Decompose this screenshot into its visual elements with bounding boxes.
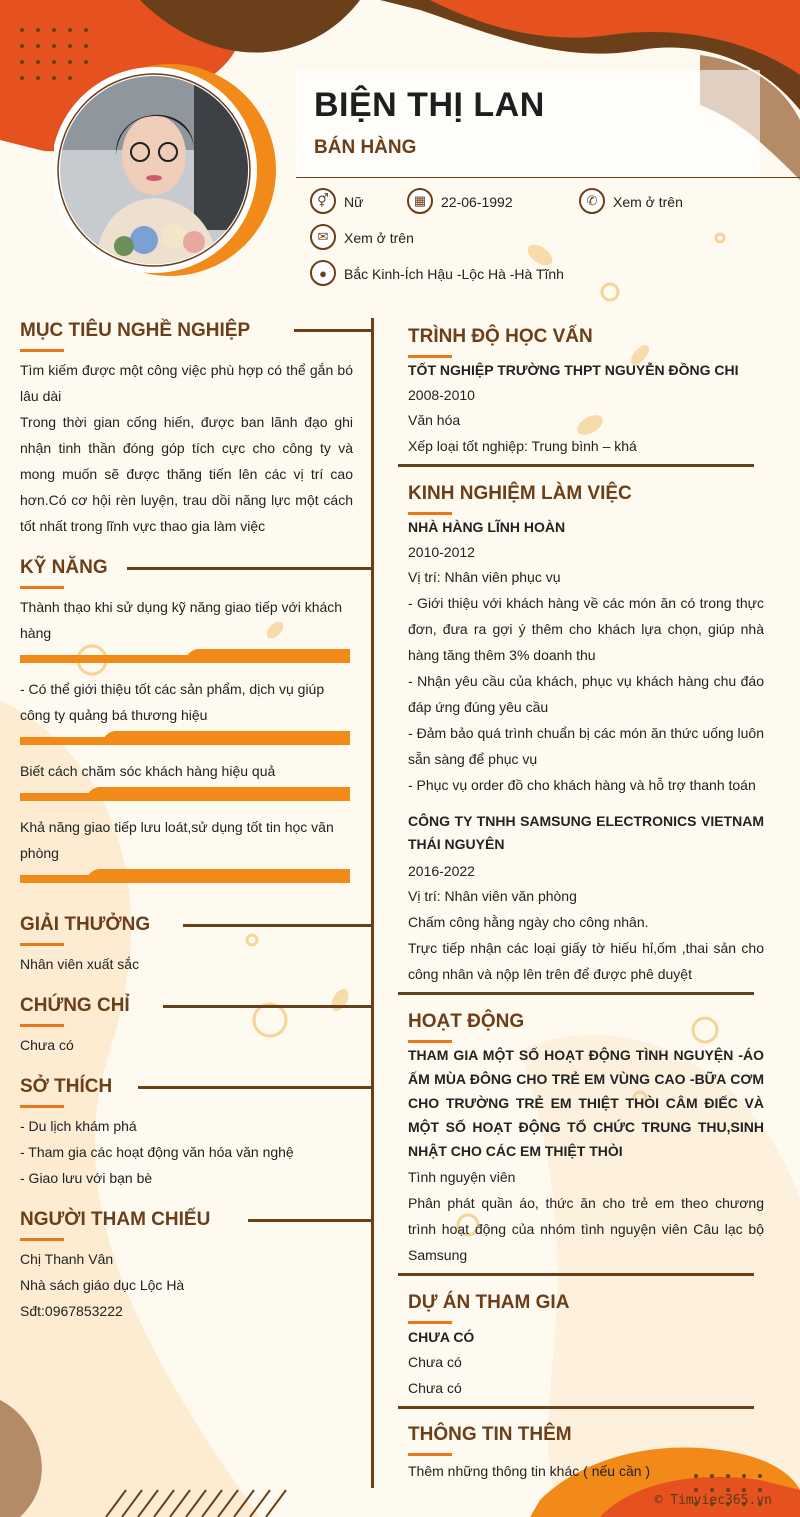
email-value: Xem ở trên [344,230,414,246]
objective-underline [20,349,64,352]
education-grade: Xếp loại tốt nghiệp: Trung bình – khá [408,438,637,454]
activity-detail: Phân phát quần áo, thức ăn cho trẻ em theo chương trình hoạt động của nhóm tình nguyện viên Câu lạc bộ Samsung [408,1195,764,1263]
phone-value: Xem ở trên [613,194,683,210]
email-icon: ✉ [310,224,336,250]
objective-rule [294,329,372,332]
job-period: 2016-2022 [408,863,475,879]
more-info-text: Thêm những thông tin khác ( nếu cần ) [408,1463,651,1479]
skills-title: KỸ NĂNG [20,557,108,578]
activity-role: Tình nguyện viên [408,1169,516,1185]
activity-name: THAM GIA MỘT SỐ HOẠT ĐỘNG TÌNH NGUYỆN -ÁO ẤM MÙA ĐÔNG CHO TRẺ EM VÙNG CAO -BỮA CƠM CHO TRƯỜNG TRẺ EM THIỆT THÒI CÂM ĐIẾC VÀ MỘT SỐ HOẠT ĐỘNG TỔ CHỨC TRUNG THU,SINH NHẬT CHO CÁC EM THIỆT THÒI [408,1047,764,1159]
watermark-footer: © Timviec365.vn [654,1493,772,1508]
address-value: Bắc Kinh-Ích Hậu -Lộc Hà -Hà Tĩnh [344,266,564,282]
hobbies-underline [20,1105,64,1108]
awards-line: Nhân viên xuất sắc [20,956,140,972]
projects-bottom-rule [398,1406,754,1409]
hobby-item: - Giao lưu với bạn bè [20,1170,153,1186]
skill-name: Khả năng giao tiếp lưu loát,sử dụng tốt tin học văn phòng [20,819,334,861]
experience-bottom-rule [398,992,754,995]
job-detail: Trực tiếp nhận các loại giấy tờ hiếu hỉ,ốm ,thai sản cho công nhân và nộp lên trên để được phê duyệt [408,940,764,982]
skill-name: Biết cách chăm sóc khách hàng hiệu quả [20,763,276,779]
experience-title: KINH NGHIỆM LÀM VIỆC [408,483,632,504]
hobby-item: - Du lịch khám phá [20,1118,137,1134]
certificates-line: Chưa có [20,1037,74,1053]
reference-line: Chị Thanh Vân [20,1251,114,1267]
activities-title: HOẠT ĐỘNG [408,1011,525,1032]
skills-rule [127,567,372,570]
skill-name: Thành thạo khi sử dụng kỹ năng giao tiếp với khách hàng [20,599,343,641]
certificates-underline [20,1024,64,1027]
certificates-rule [163,1005,372,1008]
birthday-value: 22-06-1992 [441,194,513,210]
job-detail: - Đảm bảo quá trình chuẩn bị các món ăn thức uống luôn sẵn sàng để phục vụ [408,725,764,767]
skill-name: - Có thể giới thiệu tốt các sản phẩm, dịch vụ giúp công ty quảng bá thương hiệu [20,681,325,723]
objective-title: MỤC TIÊU NGHỀ NGHIỆP [20,320,251,341]
header-divider [296,177,800,178]
more-info-underline [408,1453,452,1456]
education-period: 2008-2010 [408,387,475,403]
job-role: Vị trí: Nhân viên phục vụ [408,569,561,585]
phone-icon: ✆ [579,188,605,214]
reference-line: Nhà sách giáo dục Lộc Hà [20,1277,185,1293]
education-major: Văn hóa [408,412,461,428]
candidate-position: BÁN HÀNG [314,137,417,158]
job-company: CÔNG TY TNHH SAMSUNG ELECTRONICS VIETNAM THÁI NGUYÊN [408,813,764,852]
hobbies-rule [138,1086,372,1089]
project-line: Chưa có [408,1354,462,1370]
references-underline [20,1238,64,1241]
project-line: Chưa có [408,1380,462,1396]
hobby-item: - Tham gia các hoạt động văn hóa văn nghệ [20,1144,294,1160]
job-detail: - Phục vụ order đồ cho khách hàng và hỗ trợ thanh toán [408,777,756,793]
activities-bottom-rule [398,1273,754,1276]
job-role: Vị trí: Nhân viên văn phòng [408,888,577,904]
job-detail: - Giới thiệu với khách hàng về các món ăn có trong thực đơn, đưa ra gợi ý thêm cho khách lựa chọn, giúp nhà hàng tăng thêm 3% doanh thu [408,595,764,663]
education-title: TRÌNH ĐỘ HỌC VẤN [408,326,593,347]
skill-level-bar [20,787,350,801]
awards-rule [183,924,372,927]
awards-underline [20,943,64,946]
objective-line: Trong thời gian cống hiến, được ban lãnh đạo ghi nhận tinh thần đóng góp tích cực cho công ty và mong muốn sẽ được thăng tiến lên các vị trí cao hơn.Có cơ hội rèn luyện, trau dồi năng lực một cách tốt nhất trong lĩnh vực thao gia làm việc [20,414,353,534]
certificates-title: CHỨNG CHỈ [20,995,130,1016]
calendar-icon: ▦ [407,188,433,214]
objective-line: Tìm kiếm được một công việc phù hợp có thể gắn bó lâu dài [20,362,353,404]
job-period: 2010-2012 [408,544,475,560]
avatar [54,60,294,280]
skill-level-bar [20,731,350,745]
reference-line: Sđt:0967853222 [20,1303,123,1319]
location-pin-icon: ● [310,260,336,286]
project-name: CHƯA CÓ [408,1329,475,1345]
awards-title: GIẢI THƯỞNG [20,914,151,935]
hobbies-title: SỞ THÍCH [20,1076,113,1097]
references-title: NGƯỜI THAM CHIẾU [20,1209,211,1230]
education-bottom-rule [398,464,754,467]
more-info-title: THÔNG TIN THÊM [408,1424,572,1445]
job-detail: Chấm công hằng ngày cho công nhân. [408,914,649,930]
education-school: TỐT NGHIỆP TRƯỜNG THPT NGUYỄN ĐỒNG CHI [408,362,739,378]
skills-underline [20,586,64,589]
skill-level-bar [20,869,350,883]
gender-icon: ⚥ [310,188,336,214]
job-company: NHÀ HÀNG LĨNH HOÀN [408,519,566,535]
references-rule [248,1219,372,1222]
column-divider [371,318,374,1488]
job-detail: - Nhận yêu cầu của khách, phục vụ khách hàng chu đáo đáp ứng đúng yêu cầu [408,673,764,715]
gender-value: Nữ [344,194,364,210]
skill-level-bar [20,649,350,663]
projects-title: DỰ ÁN THAM GIA [408,1292,570,1313]
candidate-name: BIỆN THỊ LAN [314,86,545,124]
